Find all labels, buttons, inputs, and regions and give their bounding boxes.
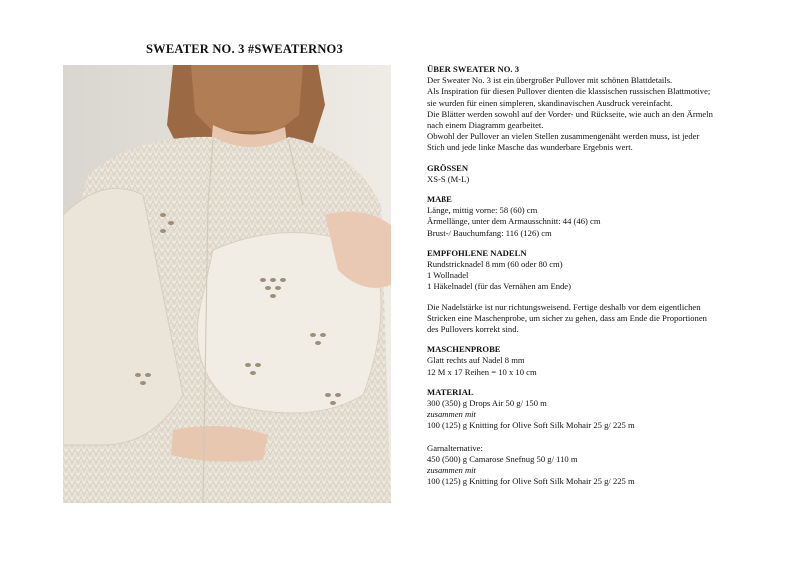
about-heading: ÜBER SWEATER NO. 3 xyxy=(427,64,520,74)
about-line: Obwohl der Pullover an vielen Stellen zusammengenäht werden muss, ist jeder xyxy=(427,131,700,142)
sweater-photo xyxy=(63,65,391,503)
pattern-info xyxy=(427,64,777,497)
needle-line: 1 Wollnadel xyxy=(427,270,469,281)
measures-heading: MAßE xyxy=(427,194,452,205)
spacer xyxy=(427,432,777,443)
note-line: Die Nadelstärke ist nur richtungsweisend. Fertige deshalb vor dem eigentlichen xyxy=(427,301,701,312)
sizes-heading: GRÖSSEN xyxy=(427,162,469,173)
measure-line: Ärmellänge, unter dem Armausschnitt: 44 (46) cm xyxy=(427,216,601,227)
gauge-line: Glatt rechts auf Nadel 8 mm xyxy=(427,355,525,366)
material-together: zusammen mit xyxy=(427,409,476,420)
material-section xyxy=(427,387,777,488)
about-line: nach einem Diagramm gearbeitet. xyxy=(427,120,544,131)
measures-section xyxy=(427,194,777,239)
gauge-heading: MASCHENPROBE xyxy=(427,344,501,355)
note-line: des Pullovers korrekt sind. xyxy=(427,324,519,335)
material-line: 100 (125) g Knitting for Olive Soft Silk Mohair 25 g/ 225 m xyxy=(427,476,635,487)
measure-line: Länge, mittig vorne: 58 (60) cm xyxy=(427,205,538,216)
sizes-section xyxy=(427,163,777,185)
about-line: Der Sweater No. 3 ist ein übergroßer Pullover mit schönen Blattdetails. xyxy=(427,75,673,86)
material-heading: MATERIAL xyxy=(427,386,474,397)
about-line: Als Inspiration für diesen Pullover dienten die klassischen russischen Blattmotive; xyxy=(427,86,711,97)
needles-heading: EMPFOHLENE NADELN xyxy=(427,247,527,258)
material-line: 300 (350) g Drops Air 50 g/ 150 m xyxy=(427,398,547,409)
note-section xyxy=(427,302,777,336)
page-title: SWEATER NO. 3 #SWEATERNO3 xyxy=(146,42,343,56)
sweater-illustration xyxy=(63,65,391,503)
material-line: 100 (125) g Knitting for Olive Soft Silk Mohair 25 g/ 225 m xyxy=(427,420,635,431)
material-line: 450 (500) g Camarose Snefnug 50 g/ 110 m xyxy=(427,453,578,464)
about-line: Die Blätter werden sowohl auf der Vorder- und Rückseite, wie auch an den Ärmeln xyxy=(427,108,713,119)
alternative-heading: Garnalternative: xyxy=(427,442,483,453)
about-line: sie wurden für einen simpleren, skandinavischen Ausdruck vereinfacht. xyxy=(427,97,673,108)
needle-line: 1 Häkelnadel (für das Vernähen am Ende) xyxy=(427,281,571,292)
about-line: Stich und jede linke Masche das wunderbare Ergebnis wert. xyxy=(427,142,633,153)
gauge-line: 12 M x 17 Reihen = 10 x 10 cm xyxy=(427,366,537,377)
measure-line: Brust-/ Bauchumfang: 116 (126) cm xyxy=(427,227,552,238)
about-section xyxy=(427,64,777,154)
needle-line: Rundstricknadel 8 mm (60 oder 80 cm) xyxy=(427,259,563,270)
gauge-section xyxy=(427,344,777,378)
sizes-value: XS-S (M-L) xyxy=(427,173,470,184)
needles-section xyxy=(427,248,777,293)
material-together: zusammen mit xyxy=(427,465,476,476)
note-line: Stricken eine Maschenprobe, um sicher zu gehen, dass am Ende die Proportionen xyxy=(427,312,707,323)
